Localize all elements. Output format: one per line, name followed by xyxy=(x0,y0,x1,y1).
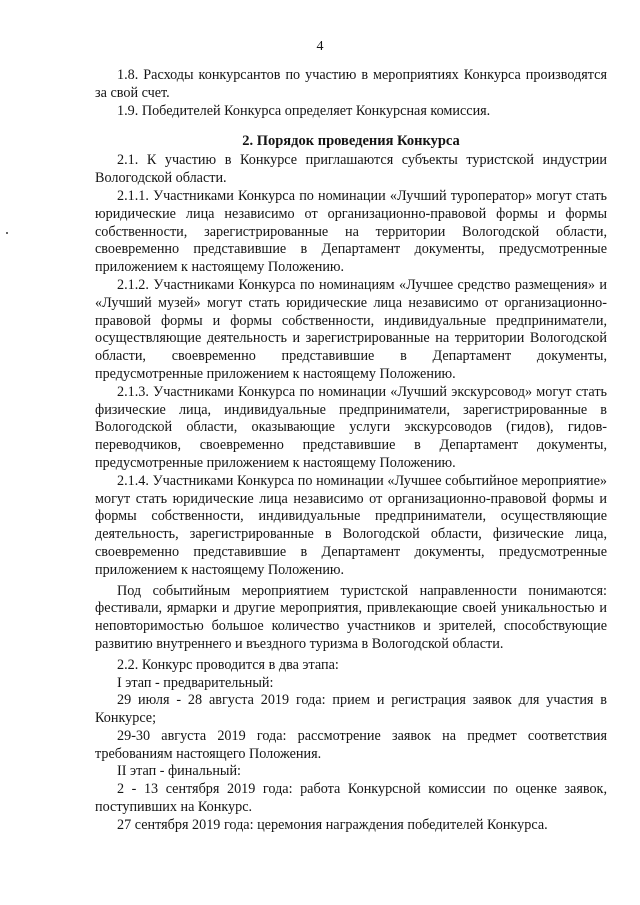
margin-mark xyxy=(6,232,8,234)
paragraph-stage-2-dates-1: 2 - 13 сентября 2019 года: работа Конкурсной комиссии по оценке заявок, поступивших на Конкурс. xyxy=(95,781,607,816)
paragraph-event-definition: Под событийным мероприятием туристской направленности понимаются: фестивали, ярмарки и другие мероприятия, привлекающие своей уникальностью и неповторимостью большое количество участников и зрителей, способствующие развитию внутреннего и въездного туризма в Вологодской области. xyxy=(95,582,607,652)
paragraph-2-1-3: 2.1.3. Участниками Конкурса по номинации «Лучший экскурсовод» могут стать физические лица, индивидуальные предприниматели, зарегистрированные в Вологодской области, оказывающие услуги экскурсоводов (гидов), гидов-переводчиков, своевременно представившие в Департамент документы, предусмотренные приложением к настоящему Положению. xyxy=(95,383,607,471)
section-heading: 2. Порядок проведения Конкурса xyxy=(242,133,460,150)
paragraph-2-2: 2.2. Конкурс проводится в два этапа: xyxy=(117,656,339,673)
paragraph-stage-1-dates-2: 29-30 августа 2019 года: рассмотрение заявок на предмет соответствия требованиям настоящего Положения. xyxy=(95,727,607,762)
paragraph-1-9: 1.9. Победителей Конкурса определяет Конкурсная комиссия. xyxy=(117,102,491,119)
paragraph-stage-1: I этап - предварительный: xyxy=(117,674,274,691)
page-number: 4 xyxy=(316,39,324,54)
paragraph-2-1-1: 2.1.1. Участниками Конкурса по номинации «Лучший туроператор» могут стать юридические лица независимо от организационно-правовой формы и формы собственности, зарегистрированные на территории Вологодской области, своевременно представившие в Департамент документы, предусмотренные приложением к настоящему Положению. xyxy=(95,187,607,276)
paragraph-stage-2: II этап - финальный: xyxy=(117,763,241,780)
paragraph-2-1-4: 2.1.4. Участниками Конкурса по номинации «Лучшее событийное мероприятие» могут стать юридические лица независимо от организационно-правовой формы и формы собственности, индивидуальные предприниматели, осуществляющие деятельность, зарегистрированные в Вологодской области, физические лица, своевременно представившие в Департамент документы, предусмотренные приложением к настоящему Положению. xyxy=(95,472,607,578)
paragraph-stage-1-dates-1: 29 июля - 28 августа 2019 года: прием и регистрация заявок для участия в Конкурсе; xyxy=(95,692,607,727)
document-body xyxy=(95,67,607,835)
paragraph-1-8: 1.8. Расходы конкурсантов по участию в мероприятиях Конкурса производятся за свой счет. xyxy=(95,67,607,101)
paragraph-2-1-2: 2.1.2. Участниками Конкурса по номинациям «Лучшее средство размещения» и «Лучший музей» могут стать юридические лица независимо от организационно-правовой формы и формы собственности, индивидуальные предприниматели, осуществляющие деятельность и зарегистрированные на территории Вологодской области, своевременно представившие в Департамент документы, предусмотренные приложением к настоящему Положению. xyxy=(95,276,607,382)
paragraph-stage-2-dates-2: 27 сентября 2019 года: церемония награждения победителей Конкурса. xyxy=(117,816,548,833)
paragraph-2-1: 2.1. К участию в Конкурсе приглашаются субъекты туристской индустрии Вологодской области. xyxy=(95,152,607,187)
